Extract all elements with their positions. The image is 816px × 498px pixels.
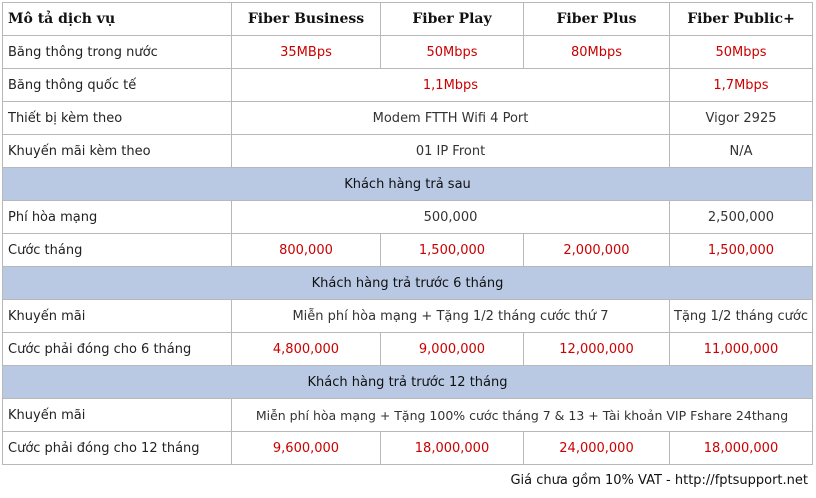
row-label: Khuyến mãi — [3, 399, 232, 432]
table-row-international-bandwidth — [3, 69, 813, 102]
row-label: Cước phải đóng cho 12 tháng — [3, 432, 232, 465]
cell-public: Vigor 2925 — [670, 102, 813, 135]
table-row-monthly-fee — [3, 234, 813, 267]
row-label: Khuyến mãi kèm theo — [3, 135, 232, 168]
cell-public: 50Mbps — [670, 36, 813, 69]
cell-business: 35MBps — [232, 36, 381, 69]
table-row-equipment — [3, 102, 813, 135]
cell-public: 1,500,000 — [670, 234, 813, 267]
header-fiber-plus: Fiber Plus — [524, 3, 670, 36]
header-fiber-business: Fiber Business — [232, 3, 381, 36]
section-prepaid-12 — [3, 366, 813, 399]
cell-shared: Miễn phí hòa mạng + Tặng 1/2 tháng cước thứ 7 — [232, 300, 670, 333]
cell-shared: 500,000 — [232, 201, 670, 234]
section-postpaid — [3, 168, 813, 201]
section-title: Khách hàng trả sau — [3, 168, 813, 201]
table-row-payment-12 — [3, 432, 813, 465]
pricing-table — [2, 2, 813, 465]
cell-play: 18,000,000 — [381, 432, 524, 465]
cell-public: 2,500,000 — [670, 201, 813, 234]
row-label: Băng thông trong nước — [3, 36, 232, 69]
cell-shared: 01 IP Front — [232, 135, 670, 168]
row-label: Cước phải đóng cho 6 tháng — [3, 333, 232, 366]
cell-public: 18,000,000 — [670, 432, 813, 465]
row-label: Băng thông quốc tế — [3, 69, 232, 102]
table-row-domestic-bandwidth — [3, 36, 813, 69]
cell-play: 1,500,000 — [381, 234, 524, 267]
header-service-description: Mô tả dịch vụ — [3, 3, 232, 36]
cell-plus: 80Mbps — [524, 36, 670, 69]
cell-public: 1,7Mbps — [670, 69, 813, 102]
section-title: Khách hàng trả trước 6 tháng — [3, 267, 813, 300]
cell-plus: 24,000,000 — [524, 432, 670, 465]
cell-public: N/A — [670, 135, 813, 168]
header-fiber-play: Fiber Play — [381, 3, 524, 36]
cell-plus: 2,000,000 — [524, 234, 670, 267]
cell-business: 800,000 — [232, 234, 381, 267]
table-row-setup-fee — [3, 201, 813, 234]
table-row-payment-6 — [3, 333, 813, 366]
header-fiber-public: Fiber Public+ — [670, 3, 813, 36]
table-row-promo-6 — [3, 300, 813, 333]
section-prepaid-6 — [3, 267, 813, 300]
row-label: Thiết bị kèm theo — [3, 102, 232, 135]
table-header-row — [3, 3, 813, 36]
cell-shared: Modem FTTH Wifi 4 Port — [232, 102, 670, 135]
cell-business: 9,600,000 — [232, 432, 381, 465]
row-label: Khuyến mãi — [3, 300, 232, 333]
table-row-promo-included — [3, 135, 813, 168]
cell-shared: Miễn phí hòa mạng + Tặng 100% cước tháng 7 & 13 + Tài khoản VIP Fshare 24thang — [232, 399, 813, 432]
cell-business: 4,800,000 — [232, 333, 381, 366]
cell-play: 50Mbps — [381, 36, 524, 69]
cell-play: 9,000,000 — [381, 333, 524, 366]
cell-plus: 12,000,000 — [524, 333, 670, 366]
row-label: Phí hòa mạng — [3, 201, 232, 234]
footer-note: Giá chưa gồm 10% VAT - http://fptsupport.net — [510, 473, 808, 488]
cell-public: Tặng 1/2 tháng cước — [670, 300, 813, 333]
section-title: Khách hàng trả trước 12 tháng — [3, 366, 813, 399]
table-row-promo-12 — [3, 399, 813, 432]
cell-shared: 1,1Mbps — [232, 69, 670, 102]
row-label: Cước tháng — [3, 234, 232, 267]
cell-public: 11,000,000 — [670, 333, 813, 366]
